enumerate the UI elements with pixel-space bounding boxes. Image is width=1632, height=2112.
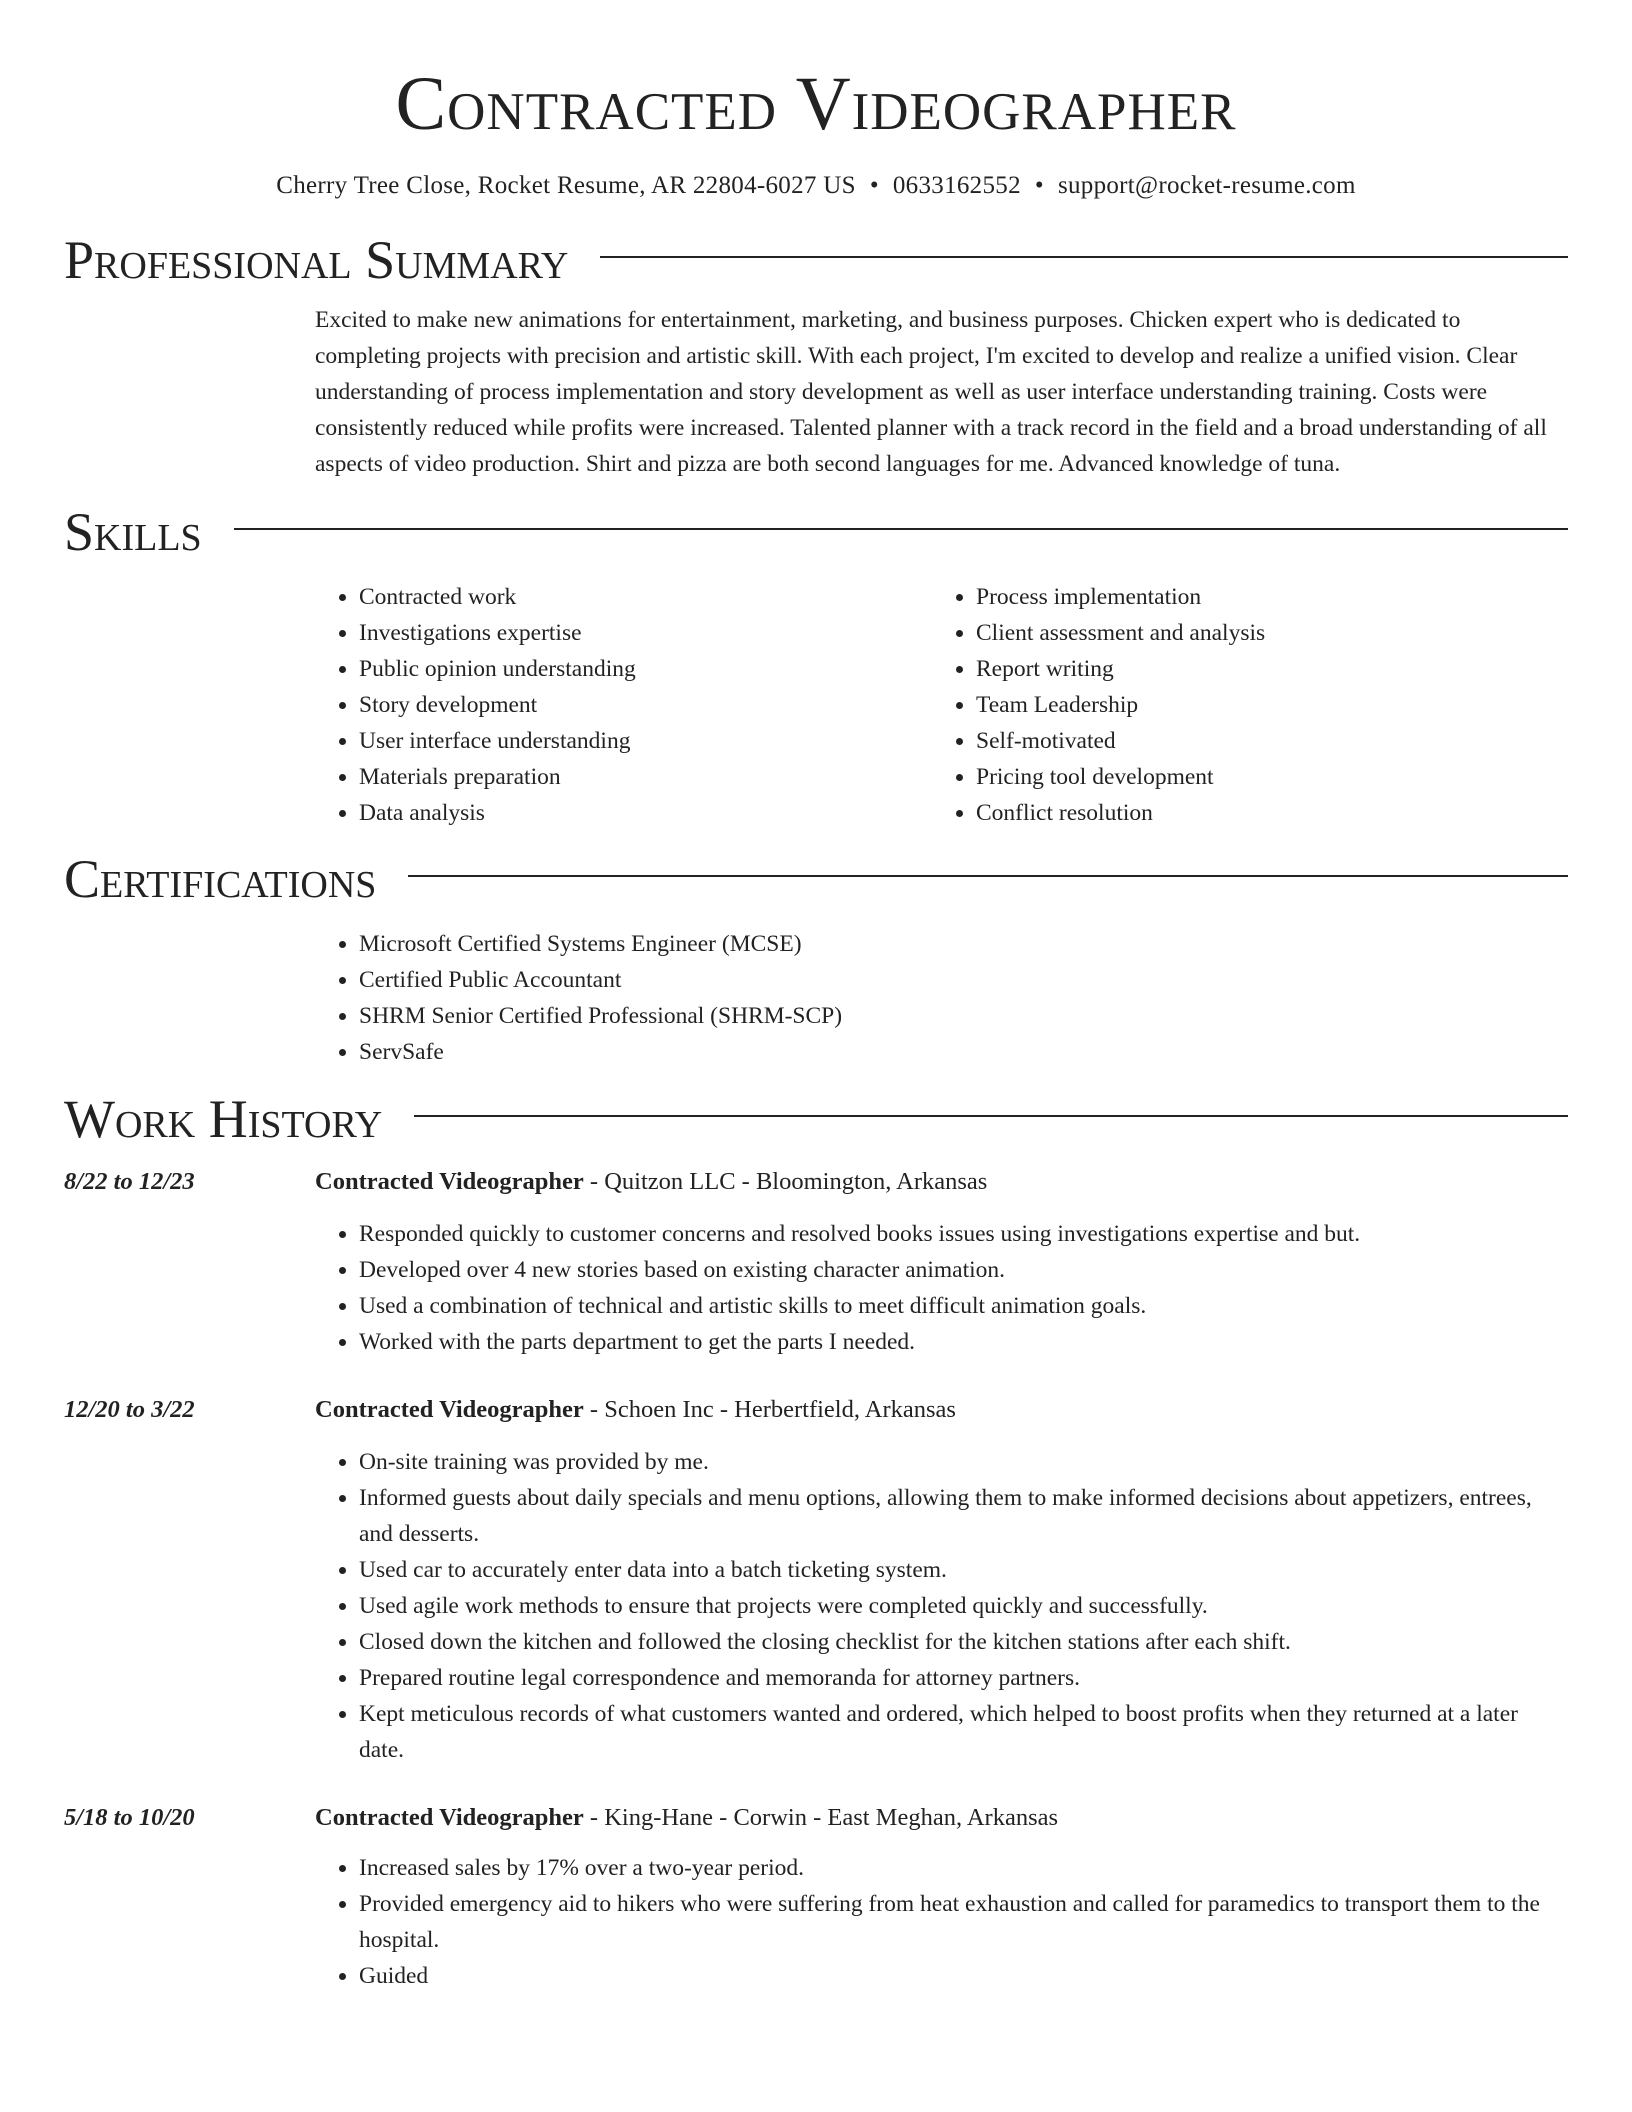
- job-entry: [64, 1392, 1568, 1768]
- job-bullet: • Prepared routine legal correspondence and memoranda for attorney partners.: [359, 1660, 1568, 1696]
- candidate-name: Contracted Videographer: [395, 62, 1237, 146]
- section-divider: [600, 256, 1568, 258]
- work-history-header: [64, 1084, 1568, 1154]
- job-entry: [64, 1164, 1568, 1360]
- skill-item: • User interface understanding: [359, 723, 932, 759]
- summary-section: [64, 225, 1568, 482]
- resume-page: [64, 0, 1568, 1994]
- job-bullet: • On-site training was provided by me.: [359, 1444, 1568, 1480]
- contact-separator: •: [1034, 172, 1044, 199]
- summary-header: [64, 225, 1568, 295]
- certifications-list: [315, 926, 1568, 1070]
- skill-item: • Process implementation: [976, 579, 1549, 615]
- job-bullets: [315, 1850, 1568, 1994]
- section-divider: [414, 1115, 1568, 1117]
- job-bullet: • Informed guests about daily specials and menu options, allowing them to make informed decisions about appetizers, entrees, and desserts.: [359, 1480, 1568, 1552]
- job-bullet: • Used agile work methods to ensure that projects were completed quickly and successfully.: [359, 1588, 1568, 1624]
- job-title-line: [315, 1164, 987, 1200]
- contact-separator: •: [869, 172, 879, 199]
- job-heading: [64, 1392, 1568, 1428]
- job-bullet: • Worked with the parts department to get the parts I needed.: [359, 1324, 1568, 1360]
- job-heading: [64, 1164, 1568, 1200]
- job-bullet: • Increased sales by 17% over a two-year period.: [359, 1850, 1568, 1886]
- certification-item: • SHRM Senior Certified Professional (SHRM-SCP): [359, 998, 1568, 1034]
- job-title: Contracted Videographer: [315, 1804, 584, 1831]
- skill-item: • Public opinion understanding: [359, 651, 932, 687]
- job-bullet-list: [315, 1216, 1568, 1360]
- skills-list-left: [315, 579, 932, 831]
- job-dates: 5/18 to 10/20: [64, 1804, 195, 1831]
- certifications-section: [64, 844, 1568, 1070]
- job-bullet: • Used car to accurately enter data into a batch ticketing system.: [359, 1552, 1568, 1588]
- skill-item: • Conflict resolution: [976, 795, 1549, 831]
- certifications-header: [64, 844, 1568, 914]
- section-title-certifications: Certifications: [64, 849, 377, 909]
- section-divider: [234, 528, 1568, 530]
- skill-item: • Materials preparation: [359, 759, 932, 795]
- skill-item: • Self-motivated: [976, 723, 1549, 759]
- skill-item: • Team Leadership: [976, 687, 1549, 723]
- certification-item: • Microsoft Certified Systems Engineer (MCSE): [359, 926, 1568, 962]
- job-bullet-list: [315, 1444, 1568, 1768]
- certification-item: • Certified Public Accountant: [359, 962, 1568, 998]
- phone-text: 0633162552: [892, 172, 1021, 199]
- job-dates: 8/22 to 12/23: [64, 1168, 195, 1195]
- job-company: - Quitzon LLC - Bloomington, Arkansas: [583, 1168, 988, 1195]
- certifications-body: [315, 926, 1568, 1070]
- job-bullet: • Kept meticulous records of what customers wanted and ordered, which helped to boost profits when they returned at a later date.: [359, 1696, 1568, 1768]
- skills-columns: [315, 579, 1568, 831]
- job-bullets: [315, 1216, 1568, 1360]
- job-entry: [64, 1800, 1568, 1994]
- skill-item: • Data analysis: [359, 795, 932, 831]
- summary-body: [315, 302, 1568, 482]
- job-dates: 12/20 to 3/22: [64, 1396, 195, 1423]
- email-link[interactable]: support@rocket-resume.com: [1057, 172, 1356, 199]
- job-bullet: • Provided emergency aid to hikers who were suffering from heat exhaustion and called for paramedics to transport them to the hospital.: [359, 1886, 1568, 1958]
- skill-item: • Pricing tool development: [976, 759, 1549, 795]
- skills-header: [64, 497, 1568, 567]
- job-heading: [64, 1800, 1568, 1836]
- job-title-line: [315, 1392, 956, 1428]
- job-bullet-list: [315, 1850, 1568, 1994]
- contact-line: [64, 170, 1568, 202]
- section-divider: [408, 875, 1568, 877]
- job-bullet: • Closed down the kitchen and followed the closing checklist for the kitchen stations after each shift.: [359, 1624, 1568, 1660]
- skill-item: • Report writing: [976, 651, 1549, 687]
- section-title-summary: Professional Summary: [64, 230, 569, 290]
- job-title: Contracted Videographer: [315, 1396, 584, 1423]
- job-bullet: • Responded quickly to customer concerns and resolved books issues using investigations expertise and but.: [359, 1216, 1568, 1252]
- job-bullet: • Developed over 4 new stories based on existing character animation.: [359, 1252, 1568, 1288]
- address-text: Cherry Tree Close, Rocket Resume, AR 22804-6027 US: [276, 172, 856, 199]
- job-bullet: • Used a combination of technical and artistic skills to meet difficult animation goals.: [359, 1288, 1568, 1324]
- job-title: Contracted Videographer: [315, 1168, 584, 1195]
- job-bullets: [315, 1444, 1568, 1768]
- skills-section: [64, 497, 1568, 831]
- skill-item: • Investigations expertise: [359, 615, 932, 651]
- skill-item: • Contracted work: [359, 579, 932, 615]
- certification-item: • ServSafe: [359, 1034, 1568, 1070]
- section-title-skills: Skills: [64, 502, 202, 562]
- skills-list-right: [932, 579, 1549, 831]
- job-company: - King-Hane - Corwin - East Meghan, Arkansas: [583, 1804, 1059, 1831]
- work-history-section: [64, 1084, 1568, 1994]
- skill-item: • Story development: [359, 687, 932, 723]
- summary-text: Excited to make new animations for entertainment, marketing, and business purposes. Chicken expert who is dedicated to completing projects with precision and artistic skill. With each project, I'm excited to develop and realize a unified vision. Clear understanding of process implementation and story development as well as user interface understanding training. Costs were consistently reduced while profits were increased. Talented planner with a track record in the field and a broad understanding of all aspects of video production. Shirt and pizza are both second languages for me. Advanced knowledge of tuna.: [315, 307, 1547, 477]
- job-bullet: • Guided: [359, 1958, 1568, 1994]
- job-title-line: [315, 1800, 1058, 1836]
- job-company: - Schoen Inc - Herbertfield, Arkansas: [583, 1396, 956, 1423]
- skill-item: • Client assessment and analysis: [976, 615, 1549, 651]
- section-title-work-history: Work History: [64, 1089, 383, 1149]
